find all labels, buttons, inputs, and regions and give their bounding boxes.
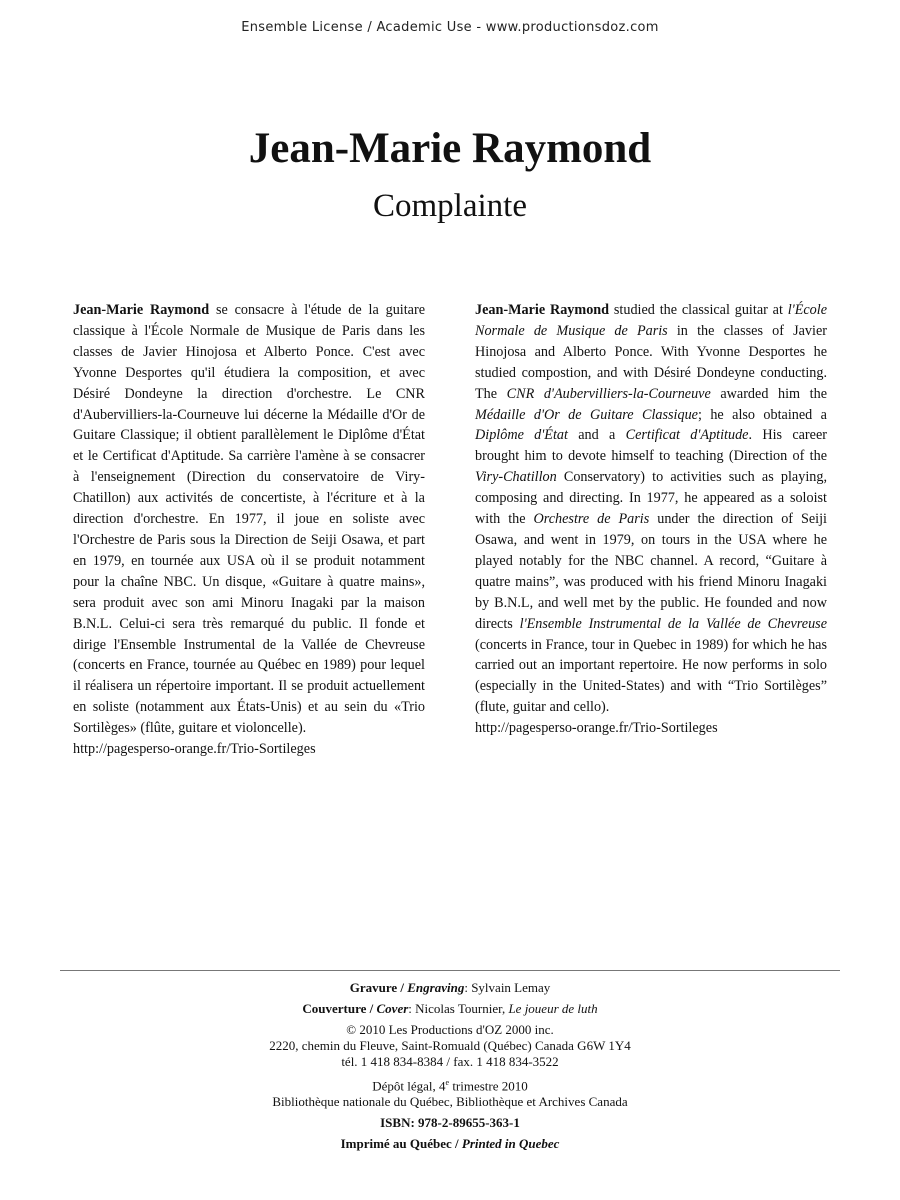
engraving-label-en: Engraving [407,980,465,995]
printed-fr: Imprimé au Québec [340,1136,452,1152]
isbn [0,1115,900,1131]
engraving-label-fr: Gravure [349,980,398,995]
printed-en: Printed in Quebec [461,1136,560,1152]
bio-fr-url: http://pagesperso-orange.fr/Trio-Sortileges [73,741,316,758]
legal-deposit [0,1075,900,1094]
publisher-phone: tél. 1 418 834-8384 / fax. 1 418 834-3522 [341,1054,559,1069]
piece-title: Complainte [373,188,527,224]
separator: / [397,980,408,995]
biography-french [73,300,425,760]
bio-fr-name: Jean-Marie Raymond [73,302,210,318]
colophon [0,980,900,1152]
bio-en-url: http://pagesperso-orange.fr/Trio-Sortileges [475,720,718,737]
license-notice: Ensemble License / Academic Use - www.productionsdoz.com [241,20,659,35]
bio-en-text: . His career brought him to devote himself to teaching (Direction of the [475,427,827,465]
bio-en-italic: l'Ensemble Instrumental de la Vallée de Chevreuse [519,615,827,632]
bio-en-text: ; he also obtained a [697,406,827,423]
bio-en-italic: l'École Normale de Musique de Paris [475,302,828,339]
isbn-text: ISBN: 978-2-89655-363-1 [380,1115,520,1131]
engraving-value: : Sylvain Lemay [464,980,551,995]
bio-en-paragraph [475,300,827,718]
bio-en-text: awarded him the [710,385,828,402]
bio-en-text: in the classes of Javier Hinojosa and Alberto Ponce. With Yvonne Desportes he studied compostion, and with Désiré Dondeyne conducting. The [475,322,827,402]
printed-in [0,1136,900,1152]
bio-en-italic: CNR d'Aubervilliers-la-Courneuve [506,385,711,402]
bio-en-italic: Médaille d'Or de Guitare Classique [475,406,698,423]
bio-en-text: under the direction of Seiji Osawa, and went in 1979, on tours in the USA where he played notably for the NBC channel. A record, “Guitare à quatre mains”, was produced with his friend Minoru Inagaki by B.N.L, and well met by the public. He founded and now directs [475,511,827,632]
engraving-credit [0,980,900,996]
bio-en-italic: Viry-Chatillon [475,469,557,486]
bio-en-text: Conservatory) to activities such as playing, composing and directing. In 1977, he appeared as a soloist with the [475,469,827,528]
legal-deposit-text: Dépôt légal, 4 [372,1078,446,1094]
bio-fr-paragraph [73,300,425,739]
bio-en-italic: Diplôme d'État [475,427,568,444]
cover-label-fr: Couverture [302,1001,367,1016]
bio-en-italic: Certificat d'Aptitude [625,427,749,444]
separator: / [366,1001,377,1016]
bio-en-text: studied the classical guitar at [609,302,788,318]
legal-deposit-text: trimestre 2010 [449,1078,528,1094]
composer-name: Jean-Marie Raymond [248,125,652,172]
bio-fr-text: se consacre à l'étude de la guitare classique à l'École Normale de Musique de Paris dans les classes de Javier Hinojosa et Alberto Ponce. C'est avec Yvonne Desportes qu'il étudiera la composition, et avec Désiré Dondeyne la direction d'orchestre. Le CNR d'Aubervilliers-la-Courneuve lui décerne la Médaille d'Or de Guitare Classique; il obtient parallèlement le Diplôme d'État et le Certificat d'Aptitude. Sa carrière l'amène à se consacrer à l'enseignement (Direction du conservatoire de Viry-Chatillon) aux activités de concertiste, à l'écriture et à la direction d'orchestre. En 1977, il joue en soliste avec l'Orchestre de Paris sous la Direction de Seiji Osawa, et part en 1979, en tournée aux USA où il se produit notamment pour la chaîne NBC. Un disque, «Guitare à quatre mains», sera produit avec son ami Minoru Inagaki par la maison B.N.L. Celui-ci sera très remarqué du public. Il fonde et dirige l'Ensemble Instrumental de la Vallée de Chevreuse (concerts en France, tournée au Québec en 1989) pour lequel il réalisera un répertoire important. Il se produit actuellement en soliste (notamment aux États-Unis) et au sein du «Trio Sortilèges» (flûte, guitare et violoncelle). [73,302,425,737]
bio-en-italic: Orchestre de Paris [533,511,650,528]
ordinal-suffix: e [445,1078,450,1087]
biography-english [475,300,827,739]
separator: / [451,1136,462,1152]
bio-en-text: and a [567,427,626,444]
cover-label-en: Cover [376,1001,409,1016]
footer-divider [60,970,840,971]
bio-en-text: (concerts in France, tour in Quebec in 1989) for which he has carried out an important repertoire. He now performs in solo (especially in the United-States) and with “Trio Sortilèges” (flute, guitar and cello). [475,636,827,716]
libraries: Bibliothèque nationale du Québec, Bibliothèque et Archives Canada [272,1094,628,1110]
copyright: © 2010 Les Productions d'OZ 2000 inc. [346,1022,554,1037]
cover-artwork-title: Le joueur de luth [508,1001,598,1016]
bio-en-name: Jean-Marie Raymond [475,302,610,318]
cover-value: : Nicolas Tournier, [408,1001,509,1016]
cover-credit [0,1001,900,1017]
publisher-address: 2220, chemin du Fleuve, Saint-Romuald (Québec) Canada G6W 1Y4 [269,1038,631,1053]
